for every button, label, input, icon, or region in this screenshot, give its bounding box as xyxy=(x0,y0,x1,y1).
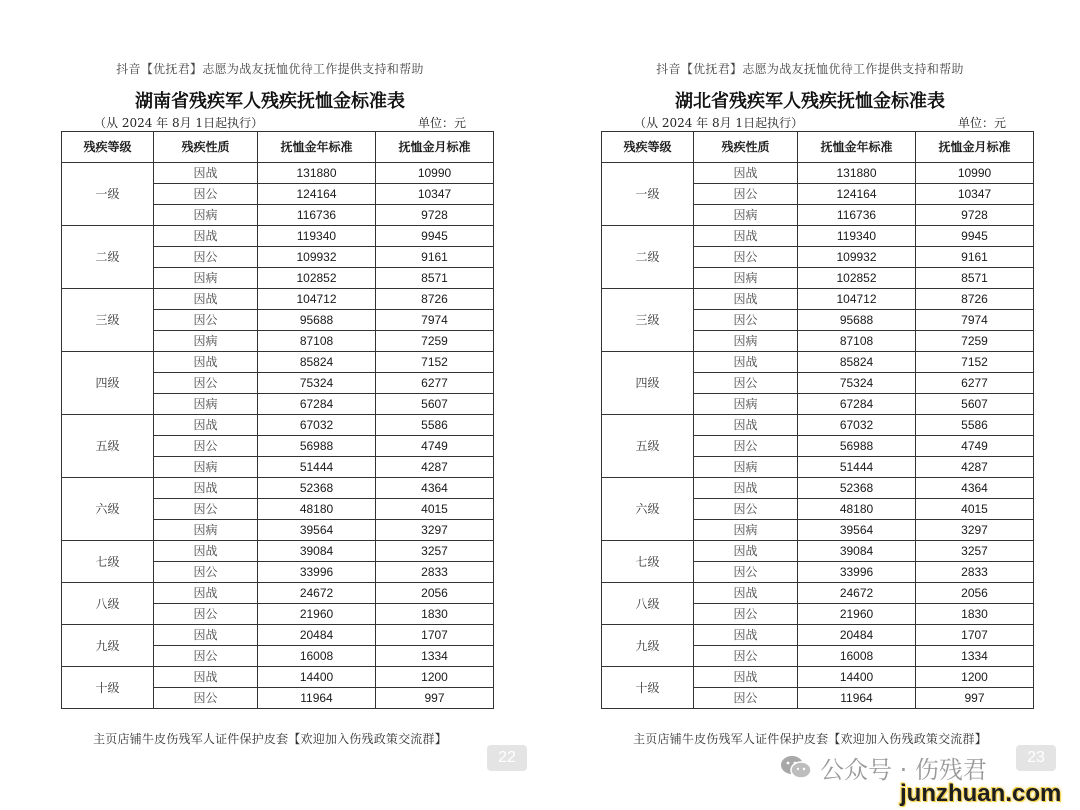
annual-standard-cell: 21960 xyxy=(258,604,376,625)
monthly-standard-cell: 1830 xyxy=(916,604,1034,625)
grade-cell: 一级 xyxy=(602,163,694,226)
annual-standard-cell: 51444 xyxy=(258,457,376,478)
table-row xyxy=(602,352,1034,373)
annual-standard-cell: 33996 xyxy=(258,562,376,583)
annual-standard-cell: 85824 xyxy=(258,352,376,373)
nature-cell: 因公 xyxy=(154,247,258,268)
nature-cell: 因公 xyxy=(154,184,258,205)
monthly-standard-cell: 5586 xyxy=(376,415,494,436)
nature-cell: 因战 xyxy=(154,289,258,310)
nature-cell: 因战 xyxy=(154,583,258,604)
column-header-grade: 残疾等级 xyxy=(62,132,154,163)
monthly-standard-cell: 3297 xyxy=(376,520,494,541)
monthly-standard-cell: 6277 xyxy=(916,373,1034,394)
table-row xyxy=(602,667,1034,688)
nature-cell: 因病 xyxy=(154,520,258,541)
grade-cell: 四级 xyxy=(62,352,154,415)
page-number: 22 xyxy=(487,745,527,771)
column-header-nature: 残疾性质 xyxy=(154,132,258,163)
annual-standard-cell: 48180 xyxy=(798,499,916,520)
monthly-standard-cell: 7152 xyxy=(916,352,1034,373)
grade-cell: 八级 xyxy=(62,583,154,625)
annual-standard-cell: 14400 xyxy=(798,667,916,688)
annual-standard-cell: 85824 xyxy=(798,352,916,373)
table-header-row xyxy=(602,132,1034,163)
nature-cell: 因战 xyxy=(694,478,798,499)
pension-table xyxy=(601,131,1034,709)
annual-standard-cell: 131880 xyxy=(258,163,376,184)
wechat-watermark-text: 公众号 · 伤残君 xyxy=(820,755,987,784)
nature-cell: 因病 xyxy=(694,394,798,415)
annual-standard-cell: 67284 xyxy=(258,394,376,415)
grade-cell: 八级 xyxy=(602,583,694,625)
monthly-standard-cell: 2833 xyxy=(916,562,1034,583)
nature-cell: 因病 xyxy=(154,457,258,478)
nature-cell: 因病 xyxy=(154,268,258,289)
annual-standard-cell: 52368 xyxy=(798,478,916,499)
grade-cell: 六级 xyxy=(602,478,694,541)
monthly-standard-cell: 7259 xyxy=(916,331,1034,352)
annual-standard-cell: 24672 xyxy=(258,583,376,604)
table-row xyxy=(62,625,494,646)
nature-cell: 因公 xyxy=(694,247,798,268)
page-title: 湖南省残疾军人残疾抚恤金标准表 xyxy=(135,91,405,112)
monthly-standard-cell: 4364 xyxy=(376,478,494,499)
annual-standard-cell: 102852 xyxy=(798,268,916,289)
grade-cell: 十级 xyxy=(602,667,694,709)
column-header-monthly: 抚恤金月标准 xyxy=(376,132,494,163)
monthly-standard-cell: 8571 xyxy=(376,268,494,289)
grade-cell: 五级 xyxy=(62,415,154,478)
annual-standard-cell: 14400 xyxy=(258,667,376,688)
annual-standard-cell: 16008 xyxy=(258,646,376,667)
grade-cell: 十级 xyxy=(62,667,154,709)
monthly-standard-cell: 4749 xyxy=(916,436,1034,457)
annual-standard-cell: 24672 xyxy=(798,583,916,604)
monthly-standard-cell: 10347 xyxy=(916,184,1034,205)
nature-cell: 因战 xyxy=(694,352,798,373)
monthly-standard-cell: 9728 xyxy=(916,205,1034,226)
nature-cell: 因公 xyxy=(154,499,258,520)
annual-standard-cell: 109932 xyxy=(798,247,916,268)
nature-cell: 因病 xyxy=(154,205,258,226)
nature-cell: 因病 xyxy=(694,457,798,478)
monthly-standard-cell: 7152 xyxy=(376,352,494,373)
monthly-standard-cell: 3257 xyxy=(376,541,494,562)
table-row xyxy=(602,415,1034,436)
monthly-standard-cell: 2056 xyxy=(376,583,494,604)
annual-standard-cell: 75324 xyxy=(258,373,376,394)
nature-cell: 因公 xyxy=(694,373,798,394)
grade-cell: 六级 xyxy=(62,478,154,541)
annual-standard-cell: 56988 xyxy=(258,436,376,457)
monthly-standard-cell: 1707 xyxy=(916,625,1034,646)
nature-cell: 因公 xyxy=(154,436,258,457)
grade-cell: 二级 xyxy=(62,226,154,289)
nature-cell: 因公 xyxy=(694,184,798,205)
annual-standard-cell: 75324 xyxy=(798,373,916,394)
table-row xyxy=(62,352,494,373)
monthly-standard-cell: 4287 xyxy=(376,457,494,478)
annual-standard-cell: 33996 xyxy=(798,562,916,583)
annual-standard-cell: 39084 xyxy=(798,541,916,562)
annual-standard-cell: 11964 xyxy=(798,688,916,709)
monthly-standard-cell: 1200 xyxy=(376,667,494,688)
annual-standard-cell: 119340 xyxy=(258,226,376,247)
column-header-annual: 抚恤金年标准 xyxy=(798,132,916,163)
right-page xyxy=(540,0,1080,810)
table-row xyxy=(62,541,494,562)
column-header-monthly: 抚恤金月标准 xyxy=(916,132,1034,163)
table-row xyxy=(62,289,494,310)
grade-cell: 三级 xyxy=(602,289,694,352)
annual-standard-cell: 39084 xyxy=(258,541,376,562)
table-header-row xyxy=(62,132,494,163)
annual-standard-cell: 124164 xyxy=(258,184,376,205)
nature-cell: 因病 xyxy=(154,331,258,352)
grade-cell: 三级 xyxy=(62,289,154,352)
nature-cell: 因战 xyxy=(694,289,798,310)
monthly-standard-cell: 7259 xyxy=(376,331,494,352)
table-row xyxy=(62,415,494,436)
monthly-standard-cell: 7974 xyxy=(916,310,1034,331)
table-row xyxy=(62,478,494,499)
monthly-standard-cell: 9945 xyxy=(916,226,1034,247)
header-note: 抖音【优抚君】志愿为战友抚恤优待工作提供支持和帮助 xyxy=(656,62,964,76)
monthly-standard-cell: 1334 xyxy=(376,646,494,667)
nature-cell: 因公 xyxy=(154,562,258,583)
page-number: 23 xyxy=(1016,745,1056,771)
site-watermark: junzhuan.com xyxy=(900,780,1062,807)
annual-standard-cell: 104712 xyxy=(798,289,916,310)
nature-cell: 因战 xyxy=(694,667,798,688)
monthly-standard-cell: 10990 xyxy=(916,163,1034,184)
footer-note: 主页店铺牛皮伤残军人证件保护皮套【欢迎加入伤残政策交流群】 xyxy=(633,732,987,746)
grade-cell: 二级 xyxy=(602,226,694,289)
nature-cell: 因公 xyxy=(694,499,798,520)
nature-cell: 因病 xyxy=(694,520,798,541)
monthly-standard-cell: 8726 xyxy=(916,289,1034,310)
grade-cell: 四级 xyxy=(602,352,694,415)
monthly-standard-cell: 1707 xyxy=(376,625,494,646)
annual-standard-cell: 119340 xyxy=(798,226,916,247)
nature-cell: 因公 xyxy=(154,604,258,625)
nature-cell: 因战 xyxy=(694,163,798,184)
column-header-annual: 抚恤金年标准 xyxy=(258,132,376,163)
annual-standard-cell: 87108 xyxy=(258,331,376,352)
monthly-standard-cell: 9161 xyxy=(916,247,1034,268)
nature-cell: 因公 xyxy=(694,562,798,583)
annual-standard-cell: 95688 xyxy=(258,310,376,331)
nature-cell: 因战 xyxy=(154,415,258,436)
monthly-standard-cell: 4287 xyxy=(916,457,1034,478)
pension-table xyxy=(61,131,494,709)
monthly-standard-cell: 8726 xyxy=(376,289,494,310)
annual-standard-cell: 20484 xyxy=(798,625,916,646)
grade-cell: 九级 xyxy=(602,625,694,667)
annual-standard-cell: 51444 xyxy=(798,457,916,478)
nature-cell: 因公 xyxy=(694,436,798,457)
monthly-standard-cell: 9161 xyxy=(376,247,494,268)
monthly-standard-cell: 9945 xyxy=(376,226,494,247)
nature-cell: 因病 xyxy=(694,205,798,226)
annual-standard-cell: 124164 xyxy=(798,184,916,205)
annual-standard-cell: 116736 xyxy=(258,205,376,226)
annual-standard-cell: 109932 xyxy=(258,247,376,268)
nature-cell: 因病 xyxy=(154,394,258,415)
nature-cell: 因战 xyxy=(154,163,258,184)
nature-cell: 因战 xyxy=(694,583,798,604)
nature-cell: 因战 xyxy=(694,541,798,562)
annual-standard-cell: 11964 xyxy=(258,688,376,709)
monthly-standard-cell: 997 xyxy=(916,688,1034,709)
monthly-standard-cell: 5607 xyxy=(376,394,494,415)
table-row xyxy=(602,541,1034,562)
nature-cell: 因病 xyxy=(694,268,798,289)
annual-standard-cell: 87108 xyxy=(798,331,916,352)
table-row xyxy=(62,583,494,604)
wechat-watermark xyxy=(780,752,987,782)
annual-standard-cell: 48180 xyxy=(258,499,376,520)
nature-cell: 因公 xyxy=(154,310,258,331)
annual-standard-cell: 116736 xyxy=(798,205,916,226)
nature-cell: 因公 xyxy=(694,646,798,667)
annual-standard-cell: 95688 xyxy=(798,310,916,331)
unit-label: 单位：元 xyxy=(957,116,1006,130)
page-title: 湖北省残疾军人残疾抚恤金标准表 xyxy=(675,91,945,112)
monthly-standard-cell: 8571 xyxy=(916,268,1034,289)
footer-note: 主页店铺牛皮伤残军人证件保护皮套【欢迎加入伤残政策交流群】 xyxy=(93,732,447,746)
annual-standard-cell: 102852 xyxy=(258,268,376,289)
effective-date-note: （从 2024 年 8月 1日起执行） xyxy=(634,116,804,130)
annual-standard-cell: 39564 xyxy=(258,520,376,541)
unit-label: 单位：元 xyxy=(417,116,466,130)
annual-standard-cell: 104712 xyxy=(258,289,376,310)
annual-standard-cell: 16008 xyxy=(798,646,916,667)
monthly-standard-cell: 4364 xyxy=(916,478,1034,499)
monthly-standard-cell: 1830 xyxy=(376,604,494,625)
nature-cell: 因战 xyxy=(694,226,798,247)
monthly-standard-cell: 997 xyxy=(376,688,494,709)
table-row xyxy=(62,226,494,247)
annual-standard-cell: 67032 xyxy=(798,415,916,436)
nature-cell: 因战 xyxy=(154,352,258,373)
nature-cell: 因病 xyxy=(694,331,798,352)
monthly-standard-cell: 5607 xyxy=(916,394,1034,415)
monthly-standard-cell: 10990 xyxy=(376,163,494,184)
monthly-standard-cell: 2833 xyxy=(376,562,494,583)
monthly-standard-cell: 1334 xyxy=(916,646,1034,667)
monthly-standard-cell: 3297 xyxy=(916,520,1034,541)
nature-cell: 因战 xyxy=(154,226,258,247)
effective-date-note: （从 2024 年 8月 1日起执行） xyxy=(94,116,264,130)
nature-cell: 因战 xyxy=(154,667,258,688)
column-header-nature: 残疾性质 xyxy=(694,132,798,163)
nature-cell: 因公 xyxy=(694,310,798,331)
annual-standard-cell: 20484 xyxy=(258,625,376,646)
nature-cell: 因战 xyxy=(154,478,258,499)
monthly-standard-cell: 6277 xyxy=(376,373,494,394)
table-row xyxy=(602,583,1034,604)
grade-cell: 七级 xyxy=(62,541,154,583)
monthly-standard-cell: 4749 xyxy=(376,436,494,457)
nature-cell: 因公 xyxy=(694,604,798,625)
nature-cell: 因公 xyxy=(694,688,798,709)
column-header-grade: 残疾等级 xyxy=(602,132,694,163)
nature-cell: 因战 xyxy=(154,625,258,646)
annual-standard-cell: 52368 xyxy=(258,478,376,499)
table-row xyxy=(602,163,1034,184)
annual-standard-cell: 131880 xyxy=(798,163,916,184)
monthly-standard-cell: 1200 xyxy=(916,667,1034,688)
monthly-standard-cell: 4015 xyxy=(376,499,494,520)
table-row xyxy=(62,163,494,184)
grade-cell: 五级 xyxy=(602,415,694,478)
nature-cell: 因公 xyxy=(154,646,258,667)
header-note: 抖音【优抚君】志愿为战友抚恤优待工作提供支持和帮助 xyxy=(116,62,424,76)
annual-standard-cell: 67284 xyxy=(798,394,916,415)
grade-cell: 七级 xyxy=(602,541,694,583)
table-row xyxy=(62,667,494,688)
table-row xyxy=(602,625,1034,646)
table-row xyxy=(602,226,1034,247)
monthly-standard-cell: 9728 xyxy=(376,205,494,226)
annual-standard-cell: 39564 xyxy=(798,520,916,541)
annual-standard-cell: 56988 xyxy=(798,436,916,457)
annual-standard-cell: 21960 xyxy=(798,604,916,625)
nature-cell: 因公 xyxy=(154,688,258,709)
grade-cell: 一级 xyxy=(62,163,154,226)
table-row xyxy=(602,289,1034,310)
wechat-icon xyxy=(780,754,812,780)
monthly-standard-cell: 7974 xyxy=(376,310,494,331)
annual-standard-cell: 67032 xyxy=(258,415,376,436)
monthly-standard-cell: 10347 xyxy=(376,184,494,205)
nature-cell: 因战 xyxy=(154,541,258,562)
nature-cell: 因战 xyxy=(694,415,798,436)
table-row xyxy=(602,478,1034,499)
monthly-standard-cell: 3257 xyxy=(916,541,1034,562)
nature-cell: 因战 xyxy=(694,625,798,646)
grade-cell: 九级 xyxy=(62,625,154,667)
monthly-standard-cell: 4015 xyxy=(916,499,1034,520)
monthly-standard-cell: 5586 xyxy=(916,415,1034,436)
monthly-standard-cell: 2056 xyxy=(916,583,1034,604)
nature-cell: 因公 xyxy=(154,373,258,394)
